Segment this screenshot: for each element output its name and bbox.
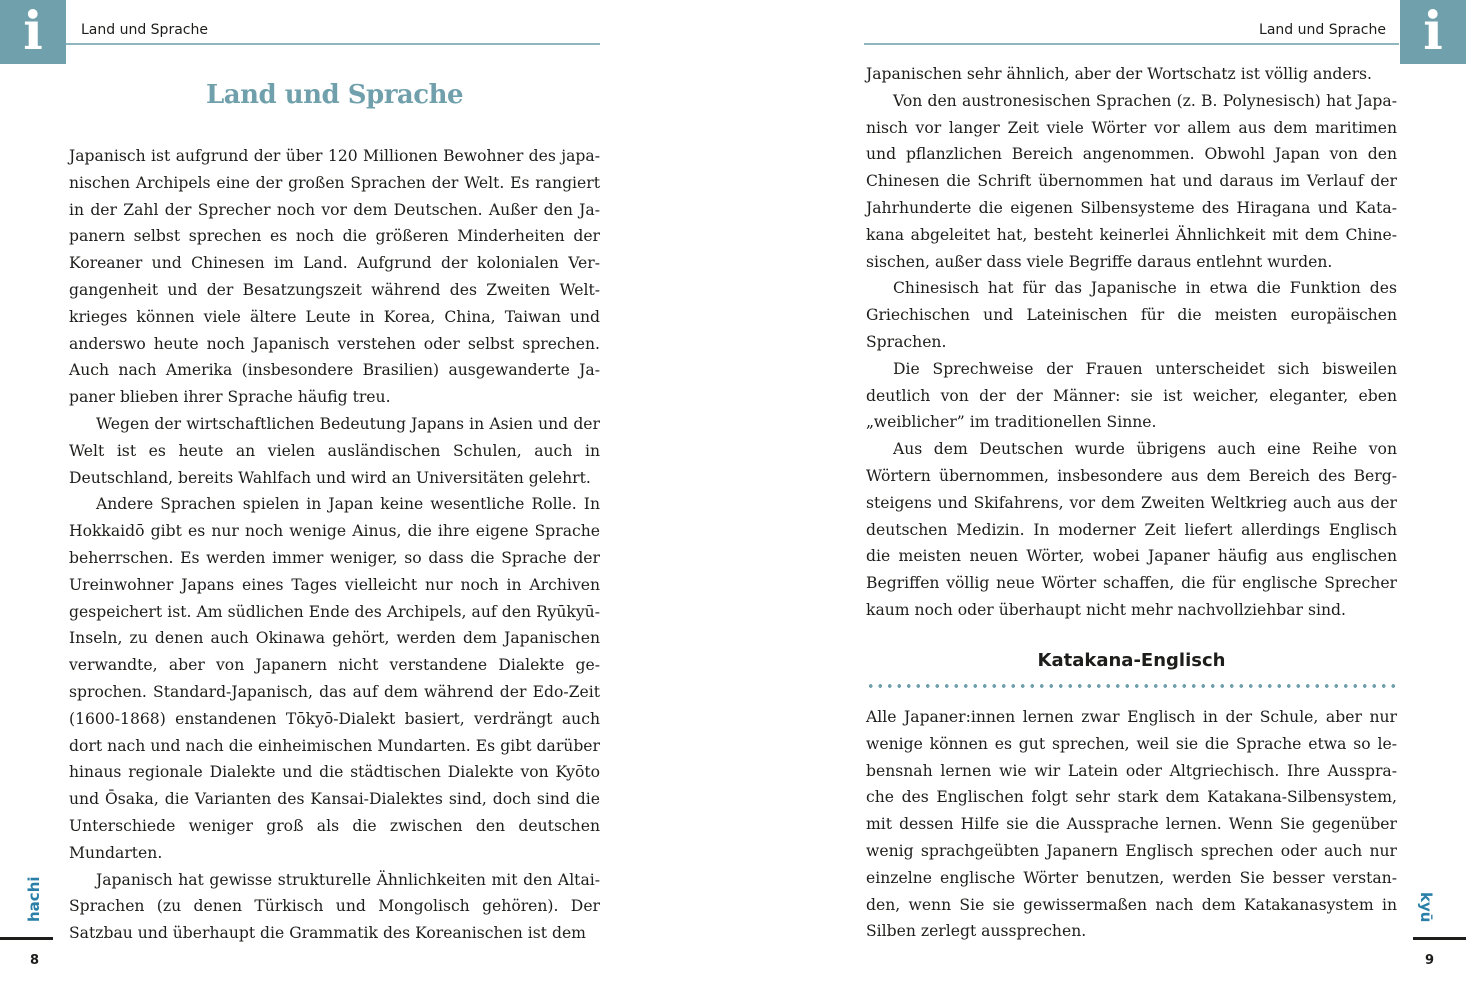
section-title: Katakana-Englisch	[1037, 650, 1226, 671]
paragraph: Alle Japaner:innen lernen zwar Englisch in der Schule, aber nur wenige können es gut sprechen, weil sie die Sprache etwa so lebensnah lernen wie wir Latein oder Altgriechisch. Ihre Aussprache des Englischen folgt sehr stark dem Katakana-Silbensystem, mit dessen Hilfe sie die Aussprache lernen. Wenn Sie gegenüber wenig sprachgeübten Japanern Englisch sprechen oder auch nur einzelne englische Wörter benutzen, werden Sie besser verstanden, wenn Sie sie gewissermaßen nach dem Katakanasystem in Silben zerlegt aussprechen.	[866, 708, 1397, 941]
paragraph: Japanisch ist aufgrund der über 120 Millionen Bewohner des japanischen Archipels eine der großen Sprachen der Welt. Es rangiert in der Zahl der Sprecher noch vor dem Deutschen. Außer den Japanern selbst sprechen es noch die größeren Minderheiten der Koreaner und Chinesen im Land. Aufgrund der kolonialen Vergangenheit und der Besatzungszeit während des Zweiten Weltkrieges können viele ältere Leute in Korea, China, Taiwan und anderswo heute noch Japanisch verstehen oder selbst sprechen. Auch nach Amerika (insbesondere Brasilien) ausgewanderte Japaner blieben ihrer Sprache häufig treu.	[69, 147, 600, 407]
info-icon: i	[1400, 0, 1466, 64]
paragraph: Von den austronesischen Sprachen (z. B. Polynesisch) hat Japanisch vor langer Zeit viele Wörter vor allem aus dem maritimen und pflanzlichen Bereich angenommen. Obwohl Japan von den Chinesen die Schrift übernommen hat und daraus im Verlauf der Jahrhunderte die eigenen Silbensysteme des Hiragana und Katakana abgeleitet hat, besteht keinerlei Ähnlichkeit mit dem Chinesischen, außer dass viele Begriffe daraus entlehnt wurden.	[866, 91, 1397, 271]
footer-divider	[1413, 937, 1466, 940]
paragraph: Wegen der wirtschaftlichen Bedeutung Japans in Asien und der Welt ist es heute an vielen ausländischen Schulen, auch in Deutschland, bereits Wahlfach und wird an Universitäten gelehrt.	[69, 414, 600, 487]
paragraph: Andere Sprachen spielen in Japan keine wesentliche Rolle. In Hokkaidō gibt es nur noch wenige Ainus, die ihre eigene Sprache beherrschen. Es werden immer weniger, so dass die Sprache der Ureinwohner Japans eines Tages vielleicht nur noch in Archiven gespeichert ist. Am südlichen Ende des Archipels, auf den Ryūkyū-Inseln, zu denen auch Okinawa gehört, werden dem Japanischen verwandte, aber von Japanern nicht verstandene Dialekte gesprochen. Standard-Japanisch, das auf dem während der Edo-Zeit (1600-1868) enstandenen Tōkyō-Dialekt basiert, verdrängt auch dort nach und nach die einheimischen Mundarten. Es gibt darüber hinaus regionale Dialekte und die städtischen Dialekte von Kyōto und Ōsaka, die Varianten des Kansai-Dialektes sind, doch sind die Unterschiede weniger groß als die zwischen den deutschen Mundarten.	[69, 495, 600, 862]
footer-divider	[0, 937, 53, 940]
paragraph: Die Sprechweise der Frauen unterscheidet sich bisweilen deutlich von der der Männer: sie ist weicher, eleganter, eben „weiblicher” im traditionellen Sinne.	[866, 359, 1397, 432]
header-divider	[864, 43, 1399, 45]
dotted-divider	[866, 684, 1397, 688]
body-text	[69, 143, 600, 947]
running-head: Land und Sprache	[1259, 22, 1386, 38]
section-body-text	[866, 704, 1397, 945]
body-text	[866, 61, 1397, 624]
paragraph: Chinesisch hat für das Japanische in etwa die Funktion des Griechischen und Lateinischen für die meisten europäischen Sprachen.	[866, 279, 1397, 351]
side-page-word: hachi	[25, 876, 43, 922]
page-number: 8	[30, 953, 40, 968]
page-number: 9	[1424, 953, 1434, 968]
paragraph: Japanisch hat gewisse strukturelle Ähnlichkeiten mit den Altai-Sprachen (zu denen Türkisch und Mongolisch gehören). Der Satzbau und überhaupt die Grammatik des Koreanischen ist dem	[69, 870, 600, 943]
chapter-title: Land und Sprache	[205, 80, 464, 110]
paragraph: Aus dem Deutschen wurde übrigens auch eine Reihe von Wörtern übernommen, insbesondere aus dem Bereich des Bergsteigens und Skifahrens, vor dem Zweiten Weltkrieg auch aus der deutschen Medizin. In moderner Zeit liefert allerdings Englisch die meisten neuen Wörter, wobei Japaner häufig aus englischen Begriffen völlig neue Wörter schaffen, die für englische Sprecher kaum noch oder überhaupt nicht mehr nachvollziehbar sind.	[866, 440, 1397, 619]
side-page-word: kyū	[1417, 892, 1435, 923]
running-head: Land und Sprache	[81, 22, 208, 38]
right-page	[733, 0, 1466, 1000]
info-icon: i	[0, 0, 66, 64]
header-divider	[66, 43, 600, 45]
paragraph: Japanischen sehr ähnlich, aber der Wortschatz ist völlig anders.	[866, 65, 1373, 83]
